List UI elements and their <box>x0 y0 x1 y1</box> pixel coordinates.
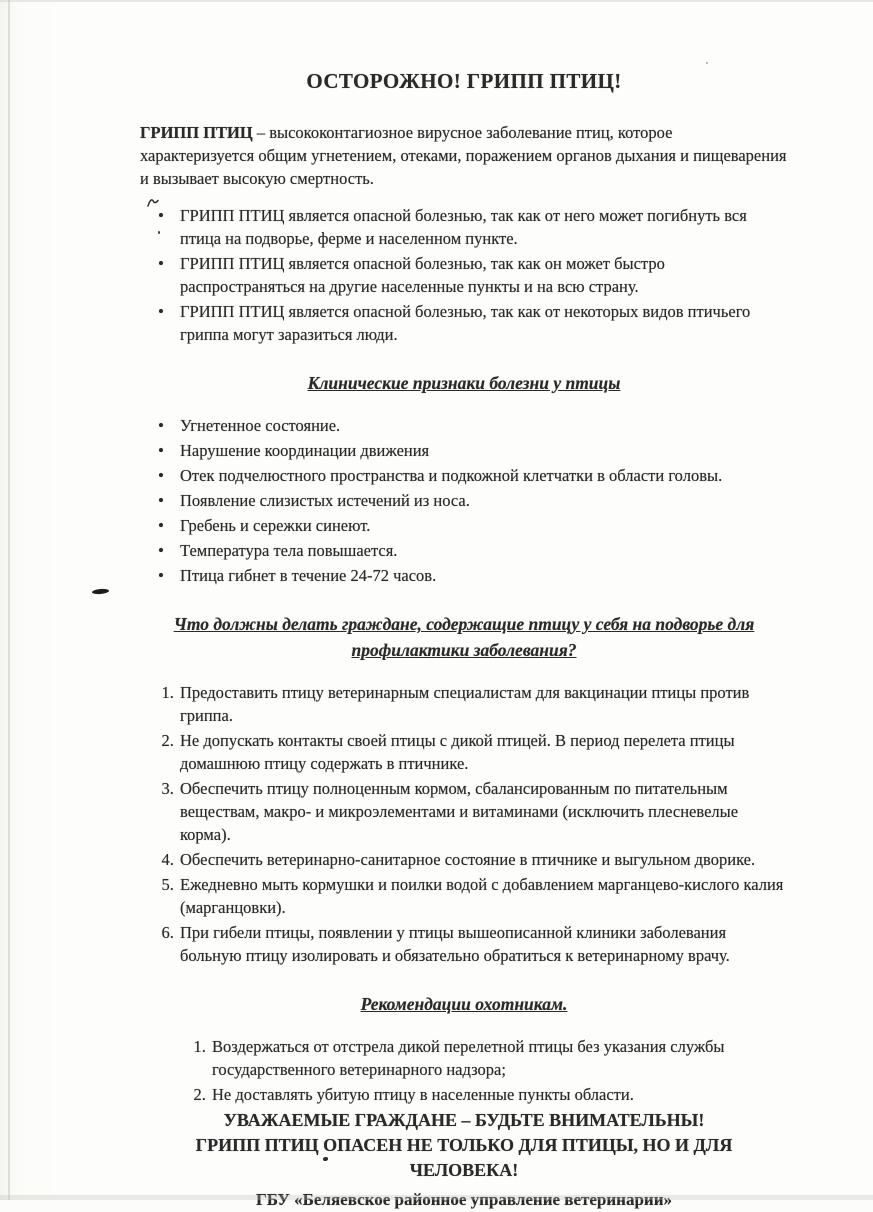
hunters-list <box>172 1035 770 1106</box>
hunters-list-item: 2. Не доставлять убитую птицу в населенные пункты области. <box>210 1083 770 1106</box>
signs-list-item: • Появление слизистых истечений из носа. <box>180 489 788 512</box>
scan-margin-dash-mark <box>92 588 109 594</box>
actions-list <box>140 681 788 967</box>
danger-list <box>140 204 788 346</box>
intro-lead-text: ГРИПП ПТИЦ <box>140 123 253 142</box>
signs-list-item: • Отек подчелюстного пространства и подкожной клетчатки в области головы. <box>180 464 788 487</box>
footer-warning-line2: ГРИПП ПТИЦ ОПАСЕН НЕ ТОЛЬКО ДЛЯ ПТИЦЫ, НО И ДЛЯ ЧЕЛОВЕКА! <box>195 1135 733 1180</box>
danger-list-item: • ГРИПП ПТИЦ является опасной болезнью, так как от него может погибнуть вся птица на подворье, ферме и населенном пункте. <box>180 204 788 250</box>
footer-warning-line1: УВАЖАЕМЫЕ ГРАЖДАНЕ – БУДЬТЕ ВНИМАТЕЛЬНЫ! <box>223 1110 705 1130</box>
danger-list-item: • ГРИПП ПТИЦ является опасной болезнью, так как он может быстро распространяться на другие населенные пункты и на всю страну. <box>180 252 788 298</box>
actions-heading: Что должны делать граждане, содержащие птицу у себя на подворье для профилактики заболевания? <box>173 614 755 660</box>
actions-list-item: 5. Ежедневно мыть кормушки и поилки водой с добавлением марганцево-кислого калия (марганцовки). <box>178 873 788 919</box>
actions-list-item: 4. Обеспечить ветеринарно-санитарное состояние в птичнике и выгульном дворике. <box>178 848 788 871</box>
signs-list <box>140 414 788 587</box>
danger-list-item: • ГРИПП ПТИЦ является опасной болезнью, так как от некоторых видов птичьего гриппа могут заразиться люди. <box>180 300 788 346</box>
actions-list-item: 6. При гибели птицы, появлении у птицы вышеописанной клиники заболевания больную птицу изолировать и обязательно обратиться к ветеринарному врачу. <box>178 921 788 967</box>
pen-dot-mark <box>158 231 160 234</box>
scan-speck-top <box>706 62 708 64</box>
document-title: ОСТОРОЖНО! ГРИПП ПТИЦ! <box>306 69 622 93</box>
scan-top-edge-shade <box>0 0 873 2</box>
signs-heading: Клинические признаки болезни у птицы <box>307 373 621 393</box>
pen-tick-mark <box>146 196 160 216</box>
signs-list-item: • Угнетенное состояние. <box>180 414 788 437</box>
actions-list-item: 2. Не допускать контакты своей птицы с дикой птицей. В период перелета птицы домашнюю птицу содержать в птичнике. <box>178 729 788 775</box>
signs-list-item: • Нарушение координации движения <box>180 439 788 462</box>
scan-speck-bottom <box>323 1157 328 1161</box>
intro-body-text: – высококонтагиозное вирусное заболевание птиц, которое характеризуется общим угнетением, отеками, поражением органов дыхания и пищеварения и вызывает высокую смертность. <box>140 123 787 188</box>
hunters-heading: Рекомендации охотникам. <box>360 994 568 1014</box>
signs-list-item: • Птица гибнет в течение 24-72 часов. <box>180 564 788 587</box>
footer-organization: ГБУ «Беляевское районное управление ветеринарии» <box>255 1190 673 1209</box>
document-content <box>140 70 788 1212</box>
actions-list-item: 1. Предоставить птицу ветеринарным специалистам для вакцинации птицы против гриппа. <box>178 681 788 727</box>
actions-list-item: 3. Обеспечить птицу полноценным кормом, сбалансированным по питательным веществам, макро- и микроэлементами и витаминами (исключить плесневелые корма). <box>178 777 788 846</box>
hunters-list-item: 1. Воздержаться от отстрела дикой перелетной птицы без указания службы государственного ветеринарного надзора; <box>210 1035 770 1081</box>
intro-paragraph <box>140 121 788 190</box>
signs-list-item: • Гребень и сережки синеют. <box>180 514 788 537</box>
signs-list-item: • Температура тела повышается. <box>180 539 788 562</box>
